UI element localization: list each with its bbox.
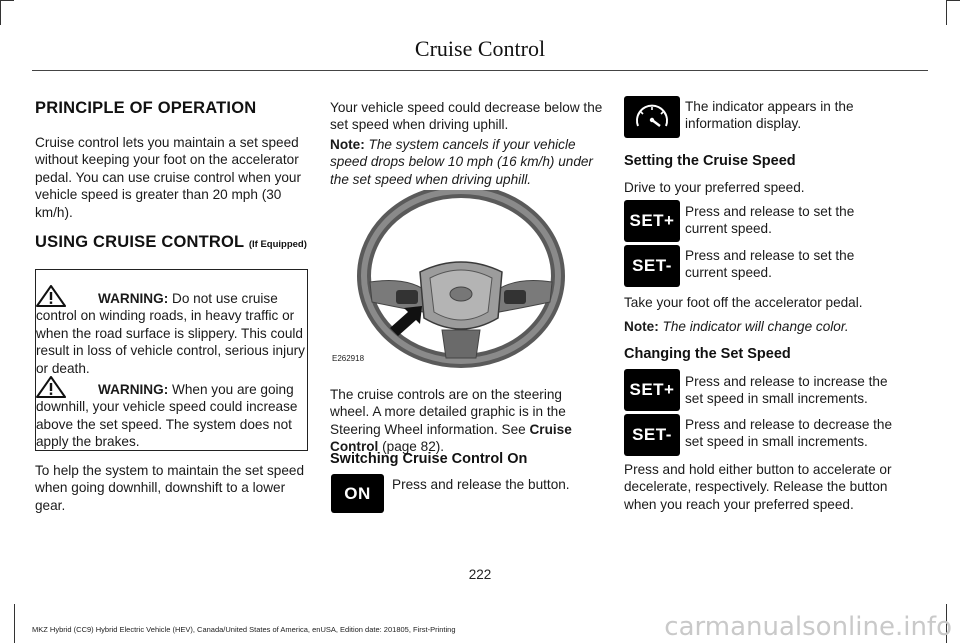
warning-1: WARNING: Do not use cruise control on winding roads, in heavy traffic or when the road surface is slippery. This could result in loss of vehicle control, serious injury or death.: [36, 291, 305, 376]
using-heading: USING CRUISE CONTROL (If Equipped): [35, 233, 307, 251]
increase-desc: Press and release to increase the set speed in small increments.: [685, 374, 888, 407]
speedometer-icon: [624, 96, 680, 138]
indicator-desc: The indicator appears in the information display.: [685, 99, 854, 132]
decrease-desc: Press and release to decrease the set speed in small increments.: [685, 417, 893, 450]
set-plus-icon: SET+: [624, 200, 680, 242]
page-number: 222: [468, 567, 492, 582]
edition-footer: MKZ Hybrid (CC9) Hybrid Electric Vehicle (HEV), Canada/United States of America, enUSA, Edition date: 201805, First-Printing: [32, 625, 456, 634]
principle-heading: PRINCIPLE OF OPERATION: [35, 99, 257, 117]
crop-mark: [0, 0, 1, 25]
controls-paragraph: The cruise controls are on the steering wheel. A more detailed graphic is in the Steering Wheel information. See Cruise Control (page 82).: [330, 387, 572, 455]
changing-speed-heading: Changing the Set Speed: [624, 346, 791, 362]
crop-mark: [14, 604, 15, 643]
downshift-paragraph: To help the system to maintain the set speed when going downhill, downshift to a lower gear.: [35, 463, 305, 513]
crop-mark: [946, 0, 947, 25]
setting-speed-heading: Setting the Cruise Speed: [624, 153, 796, 169]
foot-off-text: Take your foot off the accelerator pedal.: [624, 295, 863, 310]
on-button-icon: ON: [331, 474, 384, 513]
header-divider: [32, 70, 928, 71]
principle-paragraph: Cruise control lets you maintain a set speed without keeping your foot on the accelerator pedal. You can use cruise control when your vehicle speed is greater than 20 mph (30 km/h).: [35, 135, 302, 220]
on-button-desc: Press and release the button.: [392, 477, 570, 492]
set-minus-decrease-icon: SET-: [624, 414, 680, 456]
color-note: Note: The indicator will change color.: [624, 319, 849, 334]
set-minus-desc: Press and release to set the current speed.: [685, 248, 855, 281]
set-minus-icon: SET-: [624, 245, 680, 287]
cruise-control-link[interactable]: Cruise Control: [330, 421, 572, 455]
set-plus-increase-icon: SET+: [624, 369, 680, 411]
steering-wheel-illustration: [330, 190, 604, 368]
drive-text: Drive to your preferred speed.: [624, 180, 805, 195]
figure-code: E262918: [332, 354, 365, 363]
uphill-paragraph: Your vehicle speed could decrease below the set speed when driving uphill.: [330, 100, 603, 133]
page-title: Cruise Control: [414, 36, 546, 61]
set-plus-desc: Press and release to set the current speed.: [685, 204, 855, 237]
switching-on-heading: Switching Cruise Control On: [330, 451, 528, 467]
uphill-note: Note: The system cancels if your vehicle speed drops below 10 mph (16 km/h) under the set speed when driving uphill.: [330, 137, 593, 187]
press-hold-paragraph: Press and hold either button to accelerate or decelerate, respectively. Release the button when you reach your preferred speed.: [624, 462, 892, 512]
watermark: carmanualsonline.info: [664, 612, 952, 642]
warning-box: [35, 269, 308, 451]
warning-2: WARNING: When you are going downhill, your vehicle speed could increase above the set speed. The system does not apply the brakes.: [36, 382, 298, 450]
crop-mark: [946, 0, 960, 1]
crop-mark: [0, 0, 14, 1]
